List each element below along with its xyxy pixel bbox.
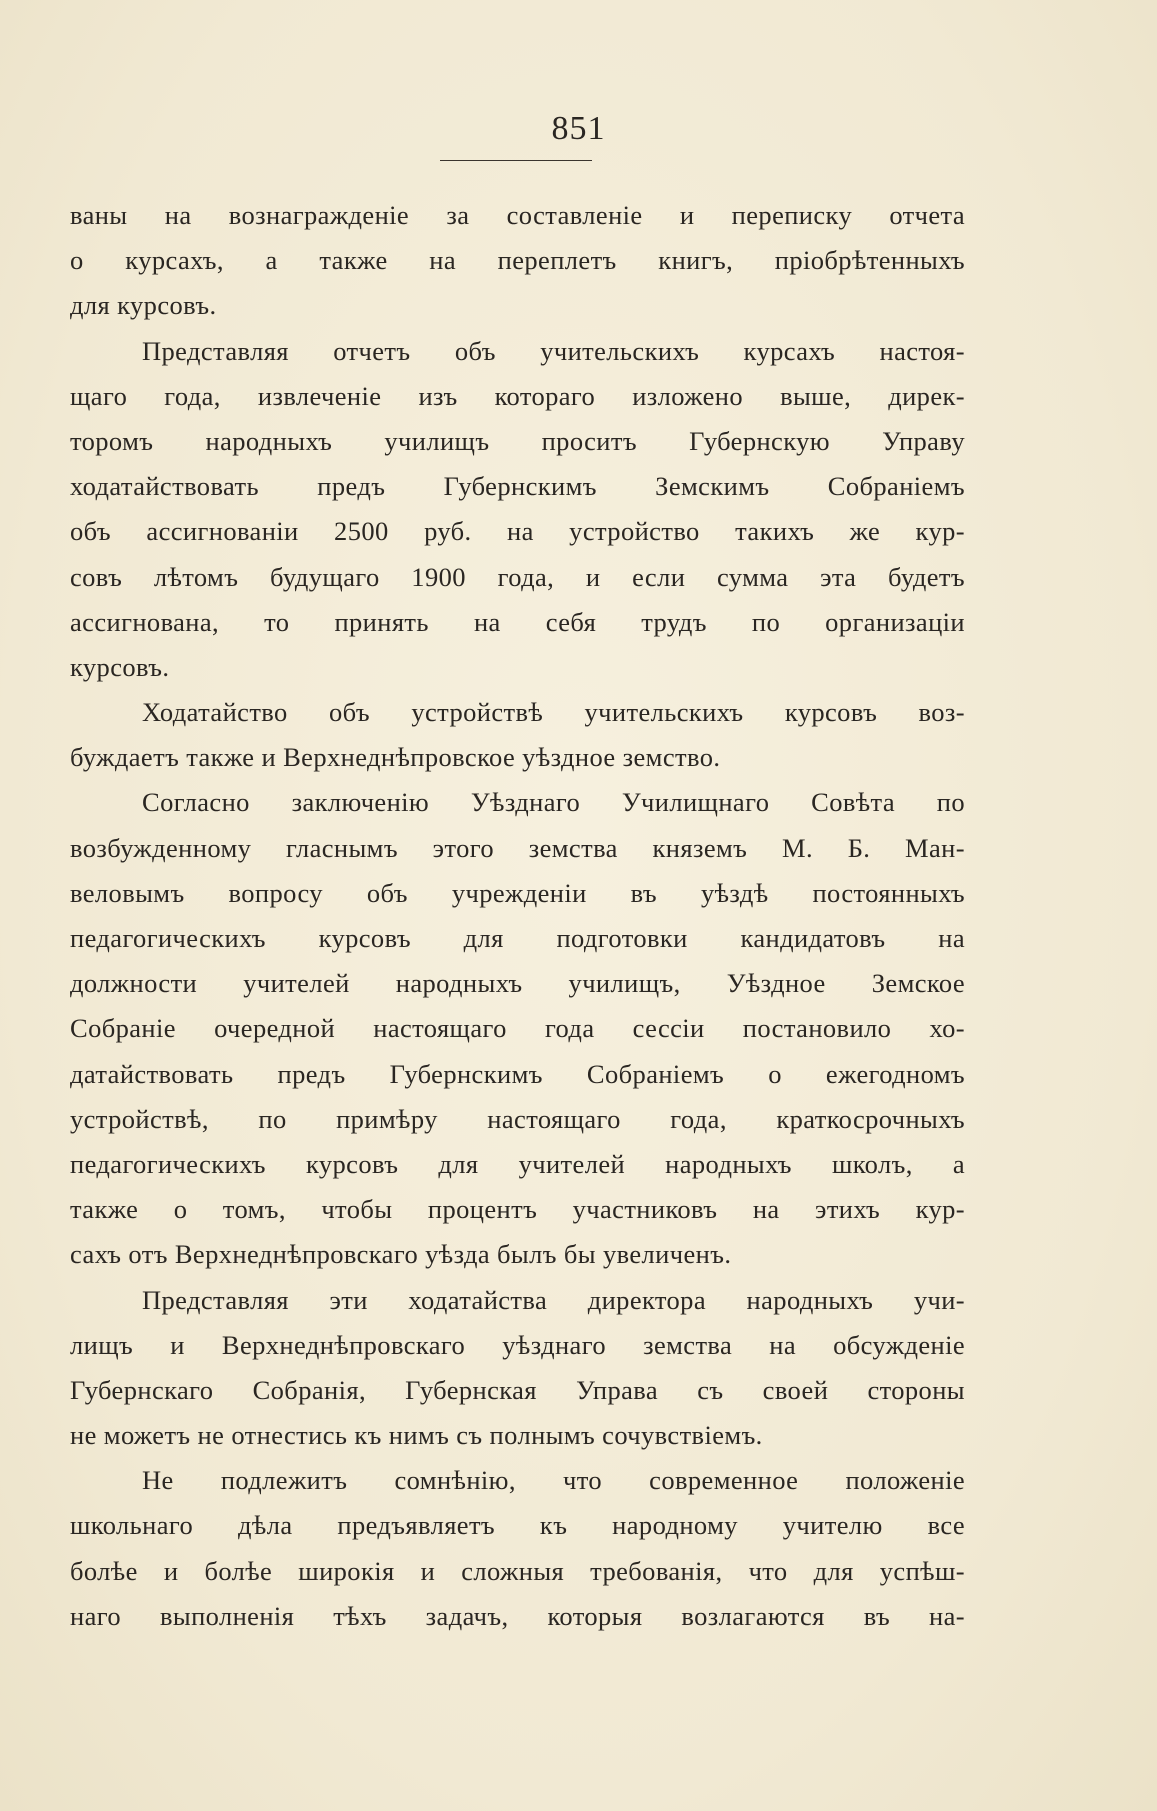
body-text [70, 193, 965, 1639]
text-line: также о томъ, чтобы процентъ участниковъ на этихъ кур- [70, 1194, 965, 1225]
paragraph-start-line: Согласно заключенію Уѣзднаго Училищнаго Совѣта по [142, 787, 965, 818]
text-line: объ ассигнованіи 2500 руб. на устройство такихъ же кур- [70, 516, 965, 547]
text-line: болѣе и болѣе широкія и сложныя требованія, что для успѣш- [70, 1555, 965, 1586]
text-line: устройствѣ, по примѣру настоящаго года, краткосрочныхъ [70, 1103, 965, 1134]
text-line: школьнаго дѣла предъявляетъ къ народному учителю все [70, 1510, 965, 1541]
text-line: не можетъ не отнестись къ нимъ съ полнымъ сочувствіемъ. [70, 1420, 763, 1451]
text-line: должности учителей народныхъ училищъ, Уѣздное Земское [70, 968, 965, 999]
text-line: Собраніе очередной настоящаго года сессіи постановило хо- [70, 1013, 965, 1044]
text-line: ассигнована, то принять на себя трудъ по организаціи [70, 606, 965, 637]
text-line: лищъ и Верхнеднѣпровскаго уѣзднаго земства на обсужденіе [70, 1329, 965, 1360]
text-line: педагогическихъ курсовъ для учителей народныхъ школъ, а [70, 1148, 965, 1179]
paragraph-start-line: Ходатайство объ устройствѣ учительскихъ курсовъ воз- [142, 697, 965, 728]
text-line: датайствовать предъ Губернскимъ Собраніемъ о ежегодномъ [70, 1058, 965, 1089]
text-line: курсовъ. [70, 651, 170, 682]
paragraph-start-line: Представляя эти ходатайства директора народныхъ учи- [142, 1284, 965, 1315]
text-line: возбужденному гласнымъ этого земства княземъ М. Б. Ман- [70, 832, 965, 863]
text-line: о курсахъ, а также на переплетъ книгъ, пріобрѣтенныхъ [70, 245, 965, 276]
paragraph-start-line: Представляя отчетъ объ учительскихъ курсахъ настоя- [142, 335, 965, 366]
text-line: ходатайствовать предъ Губернскимъ Земскимъ Собраніемъ [70, 471, 965, 502]
page-number: 851 [551, 110, 606, 147]
text-line: сахъ отъ Верхнеднѣпровскаго уѣзда былъ бы увеличенъ. [70, 1239, 732, 1270]
text-line: совъ лѣтомъ будущаго 1900 года, и если сумма эта будетъ [70, 561, 965, 592]
text-line: щаго года, извлеченіе изъ котораго изложено выше, дирек- [70, 380, 965, 411]
text-line: для курсовъ. [70, 290, 217, 321]
paragraph-start-line: Не подлежитъ сомнѣнію, что современное положеніе [142, 1465, 965, 1496]
text-line: торомъ народныхъ училищъ проситъ Губернскую Управу [70, 425, 965, 456]
text-line: наго выполненія тѣхъ задачъ, которыя возлагаются въ на- [70, 1600, 965, 1631]
text-line: веловымъ вопросу объ учрежденіи въ уѣздѣ постоянныхъ [70, 877, 965, 908]
text-line: буждаетъ также и Верхнеднѣпровское уѣздное земство. [70, 742, 721, 773]
text-line: Губернскаго Собранія, Губернская Управа съ своей стороны [70, 1374, 965, 1405]
text-line: педагогическихъ курсовъ для подготовки кандидатовъ на [70, 923, 965, 953]
page-number-underline [440, 160, 592, 161]
text-line: ваны на вознагражденіе за составленіе и переписку отчета [70, 200, 965, 230]
